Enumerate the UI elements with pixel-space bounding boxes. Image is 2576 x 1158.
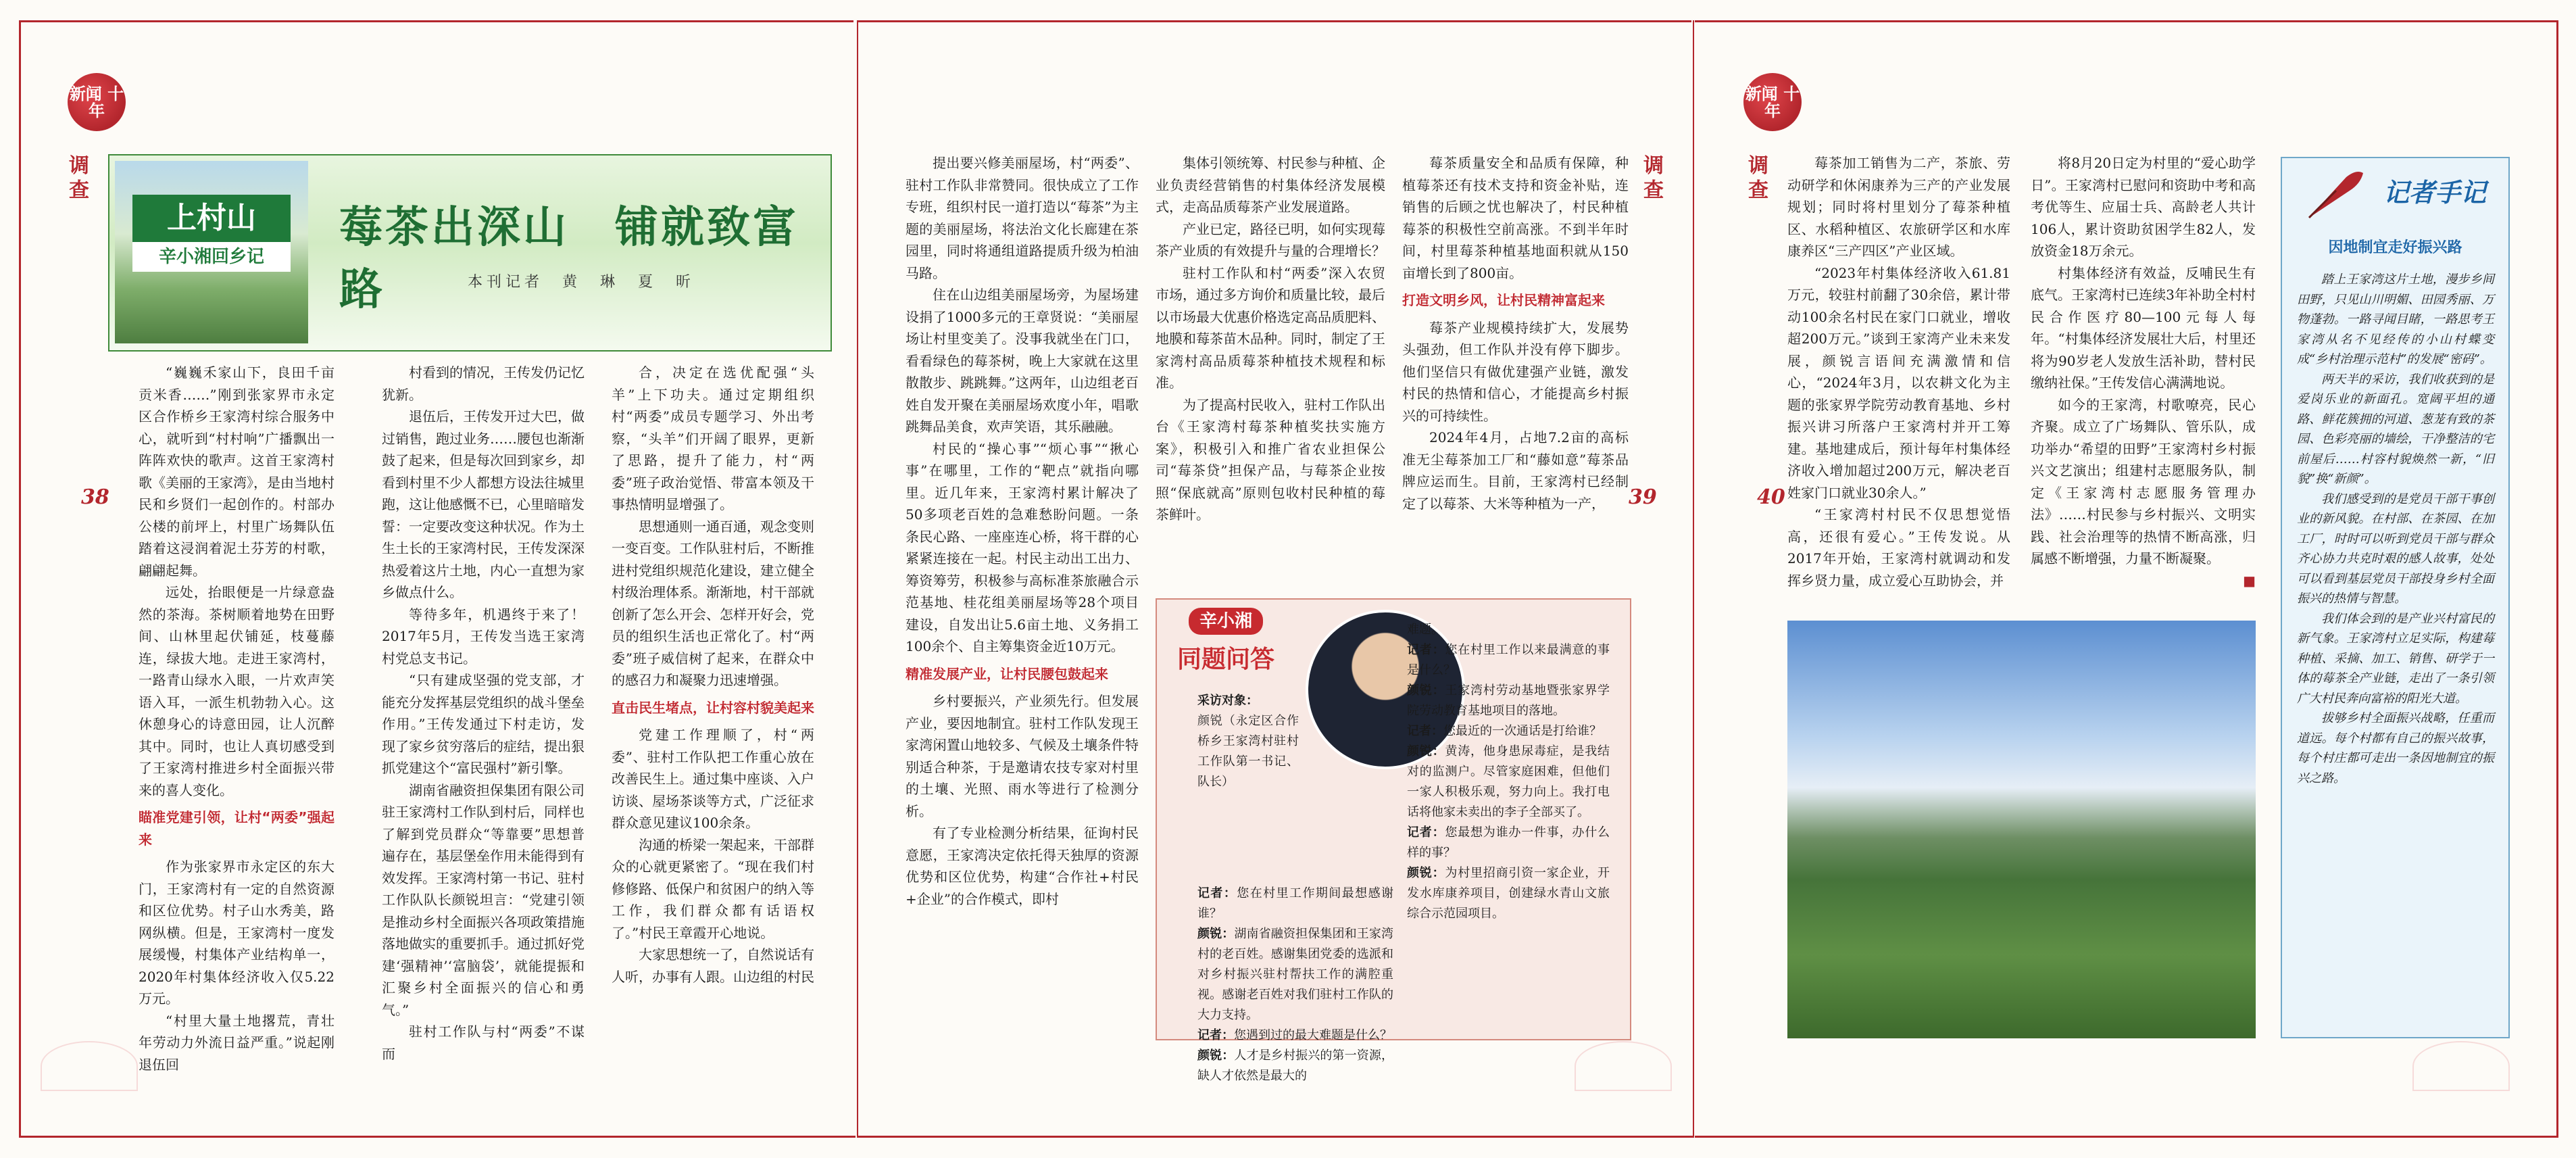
qa-text: 您最想为谁办一件事，办什么样的事？ xyxy=(1407,825,1610,860)
page-number: 39 xyxy=(1629,485,1657,509)
article-banner xyxy=(108,154,832,352)
notes-body xyxy=(2297,270,2494,788)
paragraph: 村民的“操心事”“烦心事”“揪心事”在哪里，工作的“靶点”就指向哪里。近几年来，王家湾村累计解决了50多项老百姓的急难愁盼问题。一条条民心路、一座座连心桥，将干群的心紧紧连接在一起。村民主动出工出力、筹资筹劳，积极参与高标准茶旅融合示范基地、桂花组美丽屋场等28个项目建设，自发出让5.6亩土地、义务捐工100余个、自主筹集资金近10万元。 xyxy=(906,440,1139,654)
paragraph: 两天半的采访，我们收获到的是爱岗乐业的新面孔。宽阔平坦的通路、鲜花簇拥的河道、葱茏有致的茶园、色彩亮丽的墙绘，干净整洁的宅前屋后……村容村貌焕然一新，“旧貌”换“新颜”。 xyxy=(2297,372,2494,486)
speaker: 记者： xyxy=(1407,825,1445,840)
section-label: 调查 xyxy=(1748,154,1768,202)
qa-text: 您遇到过的最大难题是什么？ xyxy=(1234,1028,1392,1042)
paragraph: “只有建成坚强的党支部，才能充分发挥基层党组织的战斗堡垒作用。”王传发通过下村走访，发现了家乡贫穷落后的症结，提出狠抓党建这个“富民强村”新引擎。 xyxy=(382,672,585,776)
text-column xyxy=(906,152,1139,910)
paragraph: 我们体会到的是产业兴村富民的新气象。王家湾村立足实际，构建莓种植、采摘、加工、销售、研学于一体的莓茶全产业链，走出了一条引领广大村民奔向富裕的阳光大道。 xyxy=(2297,611,2494,706)
paragraph: “王家湾村村民不仅思想觉悟高，还很有爱心。”王传发说。从2017年开始，王家湾村就调动和发挥乡贤力量，成立爱心互助协会，并 xyxy=(1787,506,2010,589)
qa-text: 您在村里工作期间最想感谢谁？ xyxy=(1197,886,1394,921)
column-tag-main: 上村山 xyxy=(132,195,291,242)
paragraph: 合，决定在选优配强“头羊”上下功夫。通过定期组织村“两委”成员专题学习、外出考察，“头羊”们开阔了眼界，更新了思路，提升了能力，村“两委”班子政治觉悟、带富本领及干事热情明显增强了。 xyxy=(612,364,814,512)
article-title: 莓茶出深山 铺就致富路 xyxy=(339,202,799,315)
qa-text: 您在村里工作以来最满意的事是什么？ xyxy=(1407,643,1610,677)
anniversary-seal-logo: 新闻 十年 xyxy=(1743,73,1802,131)
paragraph: 提出要兴修美丽屋场，村“两委”、驻村工作队非常赞同。很快成立了工作专班，组织村民一道打造以“莓茶”为主题的美丽屋场，将法治文化长廊建在茶园里，同时将通组道路提质升级为柏油马路。 xyxy=(906,155,1139,281)
article-byline: 本刊记者 黄 琳 夏 昕 xyxy=(468,274,695,291)
paragraph: 村集体经济有效益，反哺民生有底气。王家湾村已连续3年补助全村村民合作医疗80—100元每人每年。“村集体经济发展壮大后，村里还将为90岁老人发放生活补助，替村民缴纳社保。”王传发信心满满地说。 xyxy=(2031,264,2256,391)
paragraph: 大家思想统一了，自然说话有人听，办事有人跟。山边组的村民 xyxy=(612,946,814,985)
speaker: 颜锐： xyxy=(1407,744,1445,758)
paragraph: 集体引领统筹、村民参与种植、企业负责经营销售的村集体经济发展模式，走高品质莓茶产业发展道路。 xyxy=(1156,155,1385,215)
section-label: 调查 xyxy=(1643,154,1664,202)
paragraph: 2024年4月，占地7.2亩的高标准无尘莓茶加工厂和“藤如意”莓茶品牌应运而生。目前，王家湾村已经制定了以莓茶、大米等种植为一产， xyxy=(1402,429,1629,512)
lotus-ornament xyxy=(1575,1041,1672,1091)
banner-photo xyxy=(115,161,308,343)
quill-pen-icon xyxy=(2296,164,2377,224)
paragraph: 莓茶质量安全和品质有保障，种植莓茶还有技术支持和资金补贴，连销售的后顾之忧也解决了，村民种植莓茶的积极性空前高涨。不到半年时间，村里莓茶种植基地面积就从150亩增长到了800亩。 xyxy=(1402,155,1629,281)
paragraph: 莓茶产业规模持续扩大，发展势头强劲，但工作队并没有停下脚步。他们坚信只有做优建强产业链，激发村民的热情和信心，才能提高乡村振兴的可持续性。 xyxy=(1402,319,1629,424)
section-heading: 瞄准党建引领，让村“两委”强起来 xyxy=(139,809,335,848)
page-number: 40 xyxy=(1757,485,1785,509)
qa-text: 人才是乡村振兴的第一资源，缺人才依然是最大的 xyxy=(1197,1048,1394,1083)
qa-text: 黄涛，他身患尿毒症，是我结对的监测户。尽管家庭困难，但他们一家人积极乐观，努力向上。我打电话将他家未卖出的李子全部买了。 xyxy=(1407,744,1610,819)
section-heading: 精准发展产业，让村民腰包鼓起来 xyxy=(906,665,1108,682)
notes-label: 记者手记 xyxy=(2383,178,2487,208)
paragraph: 我们感受到的是党员干部干事创业的新风貌。在村部、在茶园、在加工厂，时时可以听到党员干部与群众齐心协力共克时艰的感人故事，处处可以看到基层党员干部投身乡村全面振兴的热情与智慧。 xyxy=(2297,491,2494,606)
qa-logo-tag: 辛小湘 xyxy=(1189,608,1263,635)
paragraph: 湖南省融资担保集团有限公司驻王家湾村工作队到村后，同样也了解到党员群众“等靠要”思想普遍存在，基层堡垒作用未能得到有效发挥。王家湾村第一书记、驻村工作队队长颜锐坦言：“党建引领是推动乡村全面振兴各项政策措施落地做实的重要抓手。通过抓好党建‘强精神’‘富脑袋’，就能提振和汇聚乡村全面振兴的信心和勇气。” xyxy=(382,781,585,1018)
paragraph: 驻村工作队与村“两委”不谋而 xyxy=(382,1023,585,1062)
column-tag-sub: 辛小湘回乡记 xyxy=(132,242,291,272)
paragraph: 踏上王家湾这片土地，漫步乡间田野，只见山川明媚、田园秀丽、万物蓬勃。一路寻闻目睹，一路思考王家湾从名不见经传的小山村蝶变成“乡村治理示范村”的发展“密码”。 xyxy=(2297,272,2494,366)
qa-text: 难题。 xyxy=(1407,623,1443,637)
speaker: 记者： xyxy=(1197,886,1237,900)
text-column xyxy=(1156,152,1385,526)
notes-subtitle: 因地制宜走好振兴路 xyxy=(2328,239,2462,256)
paragraph: 驻村工作队和村“两委”深入农贸市场，通过多方询价和质量比较，最后以市场最大优惠价格选定高品质肥料、地膜和莓茶苗木品种。同时，制定了王家湾村高品质莓茶种植技术规程和标准。 xyxy=(1156,264,1385,391)
speaker: 记者： xyxy=(1197,1028,1234,1042)
lotus-ornament xyxy=(41,1041,138,1091)
village-landscape-photo xyxy=(1787,621,2256,1038)
paragraph: 退伍后，王传发开过大巴，做过销售，跑过业务……腰包也渐渐鼓了起来，但是每次回到家乡，却看到村里不少人都想方设法往城里跑，这让他感慨不已，心里暗暗发誓：一定要改变这种状况。作为土生土长的王家湾村民，王传发深深热爱着这片土地，内心一直想为家乡做点什么。 xyxy=(382,408,585,600)
qa-text: 为村里招商引资一家企业，开发水库康养项目，创建绿水青山文旅综合示范园项目。 xyxy=(1407,866,1610,921)
paragraph: 为了提高村民收入，驻村工作队出台《王家湾村莓茶种植奖扶实施方案》，积极引入和推广省农业担保公司“莓茶贷”担保产品，与莓茶企业按照“保底就高”原则包收村民种植的莓茶鲜叶。 xyxy=(1156,396,1385,523)
speaker: 记者： xyxy=(1407,724,1443,738)
paragraph: 村看到的情况，王传发仍记忆犹新。 xyxy=(382,364,585,403)
text-column xyxy=(612,362,814,988)
qa-right-column xyxy=(1407,620,1610,924)
speaker: 颜锐： xyxy=(1407,683,1445,698)
speaker: 颜锐： xyxy=(1197,1048,1235,1063)
text-column xyxy=(139,362,335,1076)
paragraph: “2023年村集体经济收入61.81万元，较驻村前翻了30余倍，累计带动100余名村民在家门口就业，增收超200万元。”谈到王家湾产业未来发展，颜锐言语间充满激情和信心，“2024年3月，以农耕文化为主题的张家界学院劳动教育基地、乡村振兴讲习所落户王家湾村并开工筹建。基地建成后，预计每年村集体经济收入增加超过200万元，解决老百姓家门口就业30余人。” xyxy=(1787,264,2010,501)
paragraph: 思想通则一通百通，观念变则一变百变。工作队驻村后，不断推进村党组织规范化建设，建立健全村级治理体系。渐渐地，村干部就创新了怎么开会、怎样开好会，党员的组织生活也正常化了。村“两委”班子威信树了起来，在群众中的感召力和凝聚力迅速增强。 xyxy=(612,518,814,688)
notes-header xyxy=(2282,158,2508,226)
qa-logo-title: 同题问答 xyxy=(1176,646,1274,673)
interviewee-name: 颜锐（永定区合作桥乡王家湾村驻村工作队第一书记、队长） xyxy=(1197,714,1299,789)
section-label: 调查 xyxy=(69,154,89,202)
section-heading: 打造文明乡风，让村民精神富起来 xyxy=(1402,292,1605,308)
reporter-notes xyxy=(2281,157,2510,1038)
paragraph: 等待多年，机遇终于来了！2017年5月，王传发当选王家湾村党总支书记。 xyxy=(382,606,585,667)
paragraph: 莓茶加工销售为二产，茶旅、劳动研学和休闲康养为三产的产业发展规划；同时将村里划分了莓茶种植区、水稻种植区、农旅研学区和水库康养区“三产四区”产业区域。 xyxy=(1787,155,2010,259)
anniversary-seal-logo: 新闻 十年 xyxy=(68,73,126,131)
paragraph: 拔够乡村全面振兴战略，任重而道远。每个村都有自己的振兴故事，每个村庄都可走出一条因地制宜的振兴之路。 xyxy=(2297,711,2494,786)
paragraph: 产业已定，路径已明，如何实现莓茶产业质的有效提升与量的合理增长？ xyxy=(1156,220,1385,259)
qa-text: 王家湾村劳动基地暨张家界学院劳动教育基地项目的落地。 xyxy=(1407,683,1610,718)
end-mark: ■ xyxy=(2243,572,2256,589)
text-column xyxy=(382,362,585,1065)
paragraph: 如今的王家湾，村歌嘹亮，民心齐聚。成立了广场舞队、管乐队，成功举办“希望的田野”王家湾村乡村振兴文艺演出；组建村志愿服务队，制定《王家湾村志愿服务管理办法》……村民参与乡村振兴、文明实践、社会治理等的热情不断高涨，归属感不断增强，力量不断凝聚。 xyxy=(2031,396,2256,566)
paragraph: 将8月20日定为村里的“爱心助学日”。王家湾村已慰问和资助中考和高考优等生、应届士兵、高龄老人共计106人，累计资助贫困学生82人，发放资金18万余元。 xyxy=(2031,155,2256,259)
text-column xyxy=(1402,152,1629,514)
interviewee-label: 采访对象： xyxy=(1197,694,1258,708)
qa-left-column xyxy=(1197,884,1393,1086)
paragraph: 作为张家界市永定区的东大门，王家湾村有一定的自然资源和区位优势。村子山水秀美，路网纵横。但是，王家湾村一度发展缓慢，村集体产业结构单一，2020年村集体经济收入仅5.22万元。 xyxy=(139,859,335,1007)
section-heading: 直击民生堵点，让村容村貌美起来 xyxy=(612,699,814,716)
speaker: 颜锐： xyxy=(1407,866,1445,880)
interviewee-info xyxy=(1197,691,1299,792)
text-column xyxy=(1787,152,2010,592)
qa-sidebar xyxy=(1156,598,1631,1083)
paragraph: “巍巍禾家山下，良田千亩贡米香……”刚到张家界市永定区合作桥乡王家湾村综合服务中心，就听到“村村响”广播飘出一阵阵欢快的歌声。这首王家湾村歌《美丽的王家湾》，是由当地村民和乡贤们一起创作的。村部办公楼的前坪上，村里广场舞队伍踏着这浸润着泥土芬芳的村歌，翩翩起舞。 xyxy=(139,364,335,579)
speaker: 颜锐： xyxy=(1197,927,1235,941)
paragraph: 沟通的桥梁一架起来，干部群众的心就更紧密了。“现在我们村修修路、低保户和贫困户的纳入等工作，我们群众都有话语权了。”村民王章霞开心地说。 xyxy=(612,836,814,941)
paragraph: 乡村要振兴，产业须先行。但发展产业，要因地制宜。驻村工作队发现王家湾闲置山地较多、气候及土壤条件特别适合种茶，于是邀请农技专家对村里的土壤、光照、雨水等进行了检测分析。 xyxy=(906,693,1139,819)
lotus-ornament xyxy=(2412,1041,2510,1091)
qa-logo xyxy=(1165,608,1287,689)
paragraph: 有了专业检测分析结果，征询村民意愿，王家湾决定依托得天独厚的资源优势和区位优势，构建“合作社+村民+企业”的合作模式，即村 xyxy=(906,825,1139,907)
qa-text: 您最近的一次通话是打给谁？ xyxy=(1443,724,1602,738)
text-column xyxy=(2031,152,2256,592)
speaker: 记者： xyxy=(1407,643,1445,657)
paragraph: 党建工作理顺了，村“两委”、驻村工作队把工作重心放在改善民生上。通过集中座谈、入户访谈、屋场茶谈等方式，广泛征求群众意见建议100余条。 xyxy=(612,727,814,831)
paragraph: 住在山边组美丽屋场旁，为屋场建设捐了1000多元的王章贤说：“美丽屋场让村里变美了。没事我就坐在门口，看看绿色的莓茶树，晚上大家就在这里散散步、跳跳舞。”这两年，山边组老百姓自发开聚在美丽屋场欢度小年，唱歌跳舞品美食，欢声笑语，其乐融融。 xyxy=(906,287,1139,435)
page-number: 38 xyxy=(81,485,109,509)
qa-text: 湖南省融资担保集团和王家湾村的老百姓。感谢集团党委的选派和对乡村振兴驻村帮扶工作的满腔重视。感谢老百姓对我们驻村工作队的大力支持。 xyxy=(1197,927,1394,1022)
paragraph: “村里大量土地撂荒，青壮年劳动力外流日益严重。”说起刚退伍回 xyxy=(139,1012,335,1073)
paragraph: 远处，抬眼便是一片绿意盎然的茶海。茶树顺着地势在田野间、山林里起伏铺延，枝蔓藤连，绿拔大地。走进王家湾村，一路青山绿水入眼，一片欢声笑语入耳，一派生机勃勃入心。这休憩身心的诗意田园，让人沉醉其中。同时，也让人真切感受到了王家湾村推进乡村全面振兴带来的喜人变化。 xyxy=(139,584,335,798)
